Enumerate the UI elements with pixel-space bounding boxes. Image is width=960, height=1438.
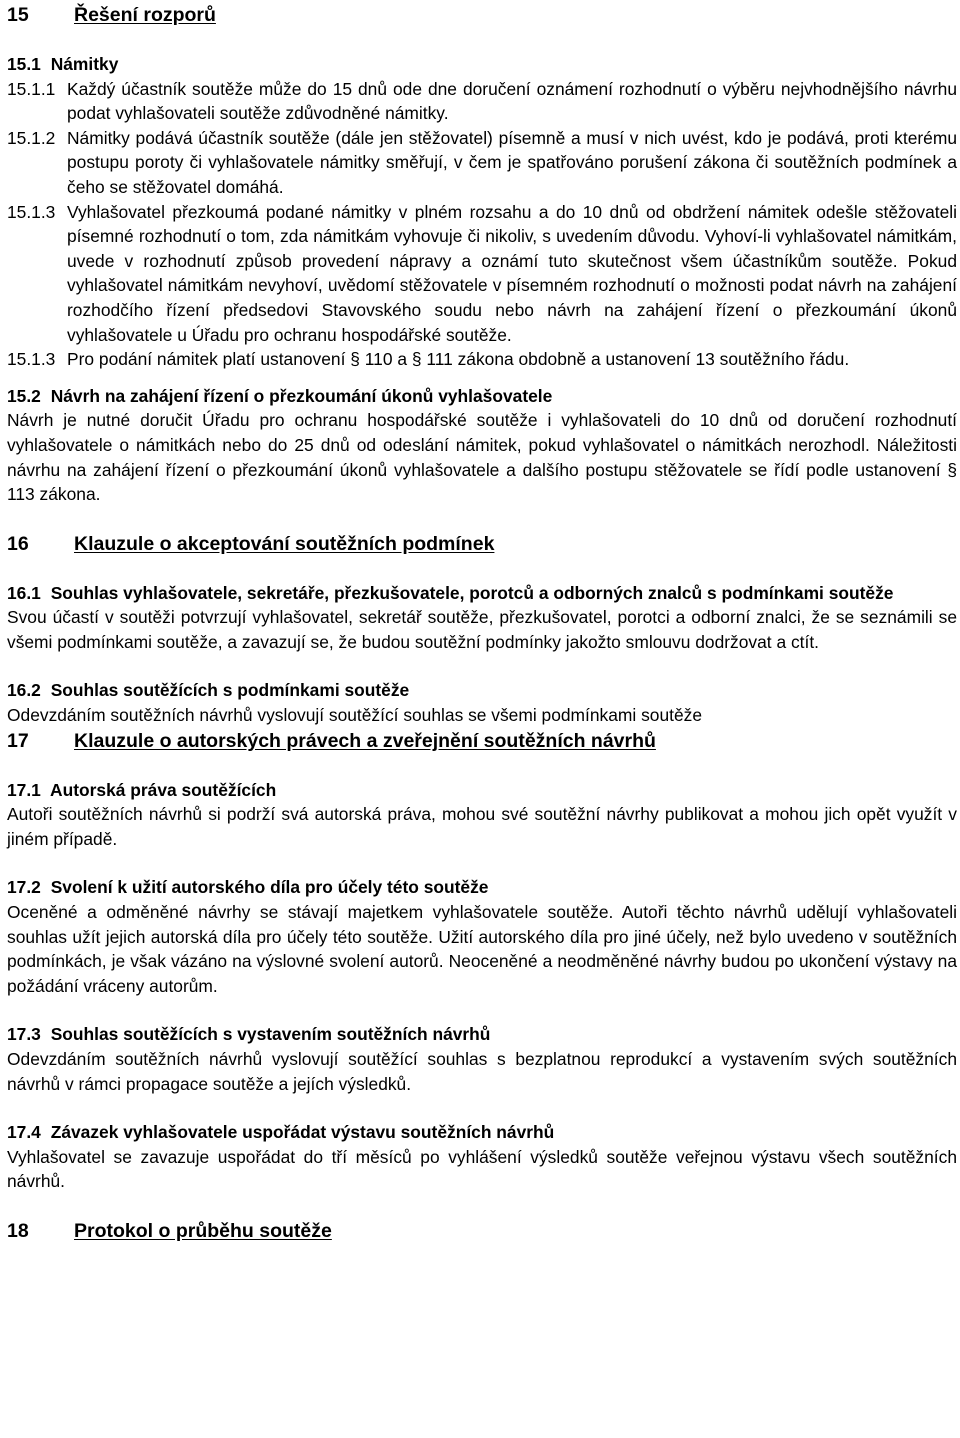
clause-text: Vyhlašovatel přezkoumá podané námitky v plném rozsahu a do 10 dnů od obdržení námitek odešle stěžovateli písemné rozhodnutí o tom, zda námitkám vyhovuje či nikoliv, s uvedením důvodu. Vyhoví-li vyhlašovatel námitkám, uvede v rozhodnutí způsob provedení nápravy a oznámí tuto skutečnost všem účastníkům soutěže. Pokud vyhlašovatel námitkám nevyhoví, uvědomí stěžovatele v písemném rozhodnutí o možnosti podat návrh na zahájení rozhodčího řízení předsedovi Stavovského soudu nebo návrh na zahájení řízení o přezkoumání úkonů vyhlašovatele u Úřadu pro ochranu hospodářské soutěže. — [67, 201, 957, 345]
subsection-number: 17.2 — [7, 877, 41, 898]
section-number: 15 — [7, 4, 29, 26]
subsection-number: 16.1 — [7, 582, 41, 603]
paragraph-15-2: Návrh je nutné doručit Úřadu pro ochranu hospodářské soutěže i vyhlašovateli do 10 dnů od doručení rozhodnutí vyhlašovatele o námitkách nebo do 25 dnů od odeslání námitek, pokud vyhlašovatel o námitkách nerozhodl. Náležitosti návrhu na zahájení řízení o přezkoumání úkonů vyhlašovatele a dalšího postupu stěžovatele se řídí podle ustanovení § 113 zákona. — [7, 410, 957, 505]
section-title: Klauzule o akceptování soutěžních podmínek — [74, 532, 495, 555]
clause-number: 15.1.2 — [7, 127, 56, 148]
subsection-number: 17.1 — [7, 779, 41, 800]
subsection-title: Souhlas vyhlašovatele, sekretáře, přezkušovatele, porotců a odborných znalců s podmínkami soutěže — [50, 582, 894, 603]
paragraph-16-2: Odevzdáním soutěžních návrhů vyslovují soutěžící souhlas se všemi podmínkami soutěže — [7, 705, 702, 726]
subsection-16-2-heading — [7, 678, 957, 703]
subsection-17-1-heading — [7, 778, 957, 803]
subsection-17-4-heading — [7, 1120, 957, 1145]
section-title: Protokol o průběhu soutěže — [74, 1219, 332, 1242]
subsection-17-2-heading — [7, 875, 957, 900]
subsection-title: Závazek vyhlašovatele uspořádat výstavu soutěžních návrhů — [50, 1122, 555, 1143]
clause-15-1-3 — [7, 200, 957, 348]
paragraph-17-4: Vyhlašovatel se zavazuje uspořádat do tří měsíců po vyhlášení výsledků soutěže veřejnou výstavu všech soutěžních návrhů. — [7, 1146, 957, 1192]
clause-number: 15.1.3 — [7, 201, 56, 222]
section-16-heading — [7, 531, 957, 557]
paragraph-17-3: Odevzdáním soutěžních návrhů vyslovují soutěžící souhlas s bezplatnou reprodukcí a vystavením svých soutěžních návrhů v rámci propagace soutěže a jejích výsledků. — [7, 1049, 957, 1094]
clause-15-1-2 — [7, 126, 957, 200]
clause-15-1-4 — [7, 347, 957, 372]
subsection-title: Svolení k užití autorského díla pro účely této soutěže — [50, 877, 489, 898]
subsection-16-1-heading — [7, 581, 957, 606]
section-17-heading — [7, 728, 957, 754]
subsection-number: 17.4 — [7, 1122, 41, 1143]
subsection-title: Souhlas soutěžících s podmínkami soutěže — [50, 680, 410, 701]
section-title: Klauzule o autorských právech a zveřejnění soutěžních návrhů — [74, 729, 656, 752]
section-number: 16 — [7, 532, 29, 555]
subsection-15-2-heading — [7, 384, 957, 409]
section-number: 17 — [7, 729, 29, 752]
subsection-number: 15.2 — [7, 385, 41, 406]
subsection-title: Námitky — [50, 54, 119, 74]
paragraph-17-1: Autoři soutěžních návrhů si podrží svá autorská práva, mohou své soutěžní návrhy publikovat a mohou jich opět využít v jiném případě. — [7, 804, 957, 849]
section-18-heading — [7, 1218, 957, 1244]
section-number: 18 — [7, 1219, 29, 1242]
subsection-17-3-heading — [7, 1022, 957, 1047]
section-15-heading — [7, 2, 957, 28]
subsection-title: Souhlas soutěžících s vystavením soutěžních návrhů — [50, 1024, 491, 1045]
subsection-title: Autorská práva soutěžících — [50, 779, 277, 800]
clause-number: 15.1.3 — [7, 349, 56, 370]
subsection-number: 17.3 — [7, 1024, 41, 1045]
subsection-number: 16.2 — [7, 680, 41, 701]
subsection-15-1-heading — [7, 52, 957, 77]
document-page — [7, 2, 957, 1244]
clause-number: 15.1.1 — [7, 78, 56, 99]
subsection-number: 15.1 — [7, 54, 41, 74]
paragraph-16-1: Svou účastí v soutěži potvrzují vyhlašovatel, sekretář soutěže, přezkušovatel, porotci a odborní znalci, že se seznámili se všemi podmínkami soutěže, a zavazují se, že budou soutěžní podmínky jakožto smlouvu dodržovat a ctít. — [7, 607, 957, 652]
section-title: Řešení rozporů — [74, 4, 216, 26]
subsection-title: Návrh na zahájení řízení o přezkoumání úkonů vyhlašovatele — [50, 385, 553, 406]
clause-text: Námitky podává účastník soutěže (dále jen stěžovatel) písemně a musí v nich uvést, kdo je podává, proti kterému postupu poroty či vyhlašovatele námitky směřují, v čem je spatřováno porušení zákona či soutěžních podmínek a čeho se stěžovatel domáhá. — [67, 127, 957, 197]
paragraph-17-2: Oceněné a odměněné návrhy se stávají majetkem vyhlašovatele soutěže. Autoři těchto návrhů udělují vyhlašovateli souhlas užít jejich autorská díla pro účely této soutěže. Užití autorského díla pro jiné účely, než bylo uvedeno v soutěžních podmínkách, je však vázáno na výslovné svolení autorů. Neoceněné a neodměněné návrhy budou po ukončení výstavy na požádání vráceny autorům. — [7, 902, 957, 996]
clause-text: Každý účastník soutěže může do 15 dnů ode dne doručení oznámení rozhodnutí o výběru nejvhodnějšího návrhu podat vyhlašovateli soutěže zdůvodněné námitky. — [67, 78, 957, 124]
clause-text: Pro podání námitek platí ustanovení § 110 a § 111 zákona obdobně a ustanovení 13 soutěžního řádu. — [67, 349, 850, 370]
clause-15-1-1 — [7, 77, 957, 126]
